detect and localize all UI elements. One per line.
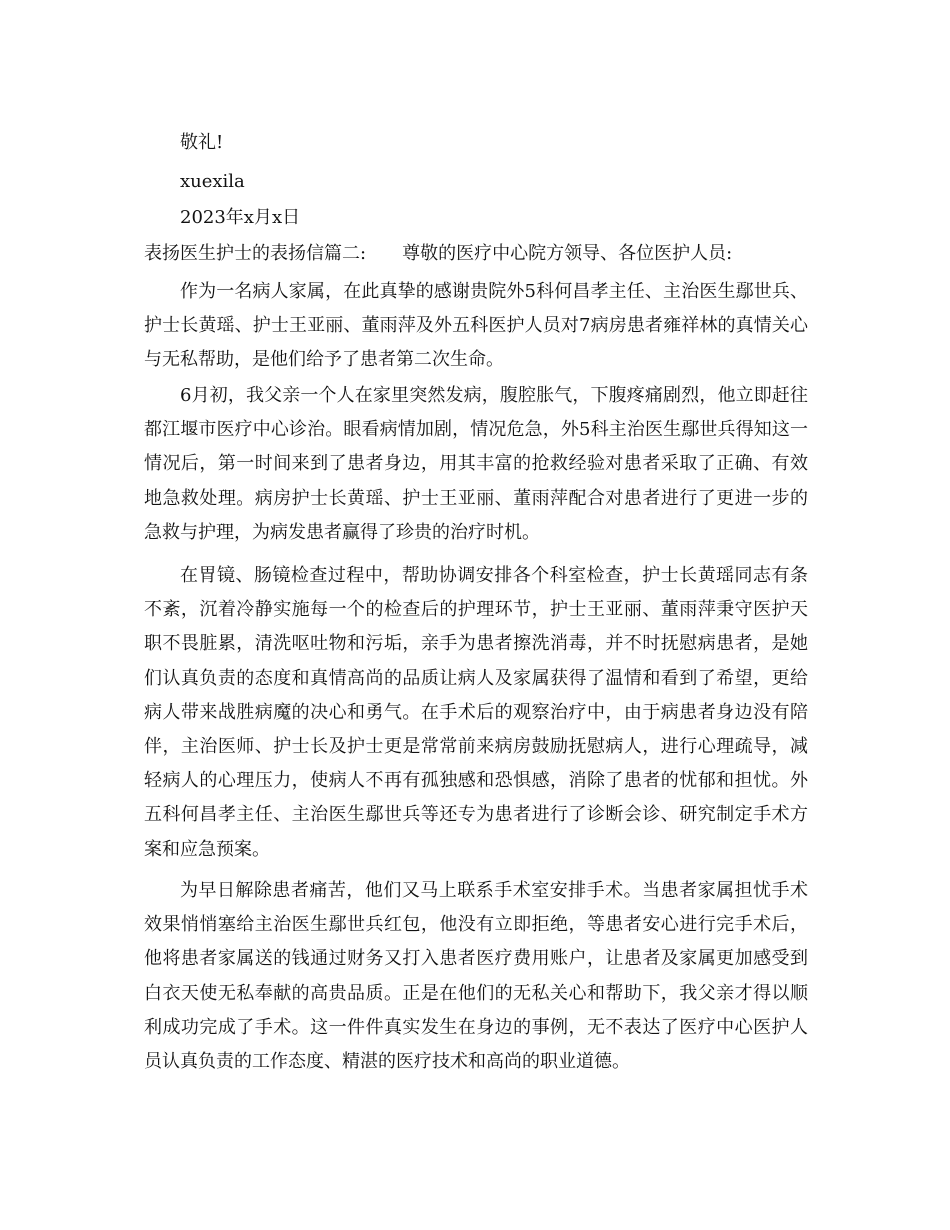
body-paragraph-4: 为早日解除患者痛苦，他们又马上联系手术室安排手术。当患者家属担忧手术效果悄悄塞给主治医生鄢世兵红包，他没有立即拒绝，等患者安心进行完手术后，他将患者家属送的钱通过财务又打入患者医疗费用账户，让患者及家属更加感受到白衣天使无私奉献的高贵品质。正是在他们的无私关心和帮助下，我父亲才得以顺利成功完成了手术。这一件件真实发生在身边的事例，无不表达了医疗中心医护人员认真负责的工作态度、精湛的医疗技术和高尚的职业道德。 <box>144 880 808 1073</box>
closing-salute: 敬礼! <box>180 132 224 153</box>
closing-date: 2023年x月x日 <box>180 207 301 228</box>
body-paragraph-1: 作为一名病人家属，在此真挚的感谢贵院外5科何昌孝主任、主治医生鄢世兵、护士长黄瑶、护士王亚丽、董雨萍及外五科医护人员对7病房患者雍祥林的真情关心与无私帮助，是他们给予了患者第二次生命。 <box>144 281 808 371</box>
body-paragraph-2: 6月初，我父亲一个人在家里突然发病，腹腔胀气，下腹疼痛剧烈，他立即赶往都江堰市医疗中心诊治。眼看病情加剧，情况危急，外5科主治医生鄢世兵得知这一情况后，第一时间来到了患者身边，用其丰富的抢救经验对患者采取了正确、有效地急救处理。病房护士长黄瑶、护士王亚丽、董雨萍配合对患者进行了更进一步的急救与护理，为病发患者赢得了珍贵的治疗时机。 <box>144 385 808 543</box>
letter-heading-line <box>144 243 732 265</box>
letter-greeting: 尊敬的医疗中心院方领导、各位医护人员: <box>402 243 733 264</box>
body-paragraph-3: 在胃镜、肠镜检查过程中，帮助协调安排各个科室检查，护士长黄瑶同志有条不紊，沉着冷静实施每一个的检查后的护理环节，护士王亚丽、董雨萍秉守医护天职不畏脏累，清洗呕吐物和污垢，亲手为患者擦洗消毒，并不时抚慰病患者，是她们认真负责的态度和真情高尚的品质让病人及家属获得了温情和看到了希望，更给病人带来战胜病魔的决心和勇气。在手术后的观察治疗中，由于病患者身边没有陪伴，主治医师、护士长及护士更是常常前来病房鼓励抚慰病人，进行心理疏导，减轻病人的心理压力，使病人不再有孤独感和恐惧感，消除了患者的忧郁和担忧。外五科何昌孝主任、主治医生鄢世兵等还专为患者进行了诊断会诊、研究制定手术方案和应急预案。 <box>144 565 808 860</box>
letter-heading: 表扬医生护士的表扬信篇二: <box>144 243 367 264</box>
closing-sender: xuexila <box>180 171 245 192</box>
